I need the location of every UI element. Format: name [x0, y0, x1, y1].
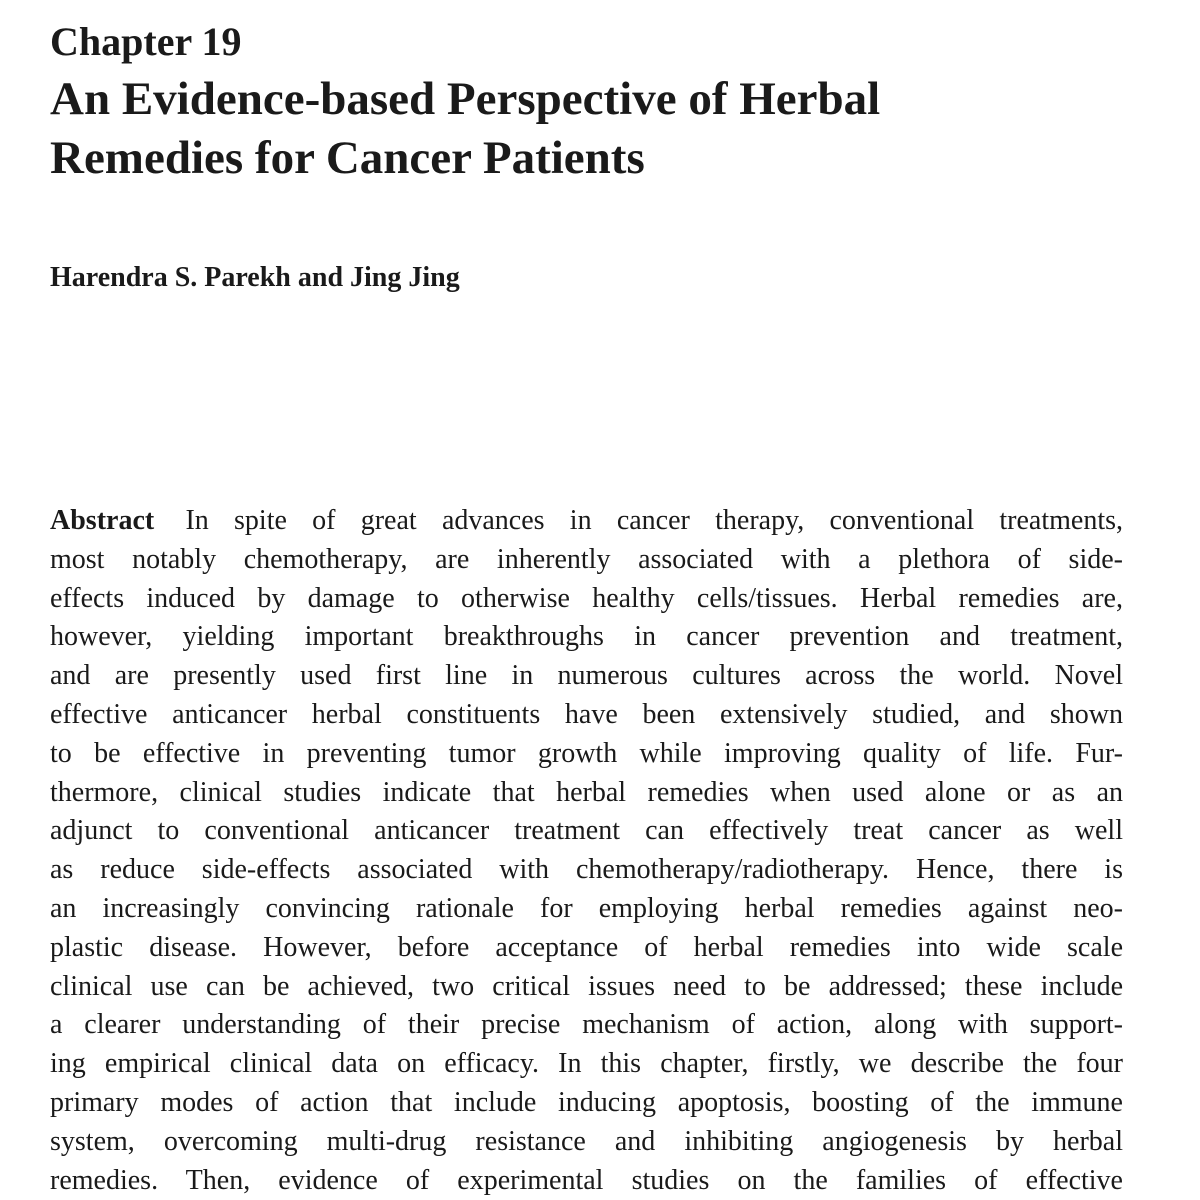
abstract-line: clinical use can be achieved, two critical issues need to be addressed; these include	[50, 970, 1123, 1002]
abstract-line: thermore, clinical studies indicate that herbal remedies when used alone or as an	[50, 776, 1123, 808]
abstract-line: ing empirical clinical data on efficacy. In this chapter, firstly, we describe the four	[50, 1048, 1123, 1080]
chapter-title-line: An Evidence-based Perspective of Herbal	[50, 73, 881, 125]
abstract-line: plastic disease. However, before acceptance of herbal remedies into wide scale	[50, 931, 1123, 963]
authors: Harendra S. Parekh and Jing Jing	[50, 262, 460, 293]
abstract-line: a clearer understanding of their precise mechanism of action, along with support-	[50, 1009, 1123, 1041]
abstract-line	[50, 502, 1123, 541]
abstract-line: however, yielding important breakthroughs in cancer prevention and treatment,	[50, 621, 1123, 653]
abstract-line: effects induced by damage to otherwise healthy cells/tissues. Herbal remedies are,	[50, 582, 1123, 614]
abstract-line: to be effective in preventing tumor growth while improving quality of life. Fur-	[50, 737, 1123, 769]
chapter-number: Chapter 19	[50, 19, 242, 64]
abstract-line: primary modes of action that include inducing apoptosis, boosting of the immune	[50, 1086, 1123, 1118]
abstract-first-line-text: In spite of great advances in cancer therapy, conventional treatments,	[185, 505, 1123, 536]
abstract-line: system, overcoming multi-drug resistance and inhibiting angiogenesis by herbal	[50, 1125, 1123, 1157]
abstract-line: as reduce side-effects associated with chemotherapy/radiotherapy. Hence, there is	[50, 854, 1123, 886]
abstract-label: Abstract	[50, 505, 155, 536]
abstract	[50, 502, 1123, 1200]
abstract-line: an increasingly convincing rationale for employing herbal remedies against neo-	[50, 892, 1123, 924]
chapter-title-line: Remedies for Cancer Patients	[50, 132, 645, 184]
abstract-line: effective anticancer herbal constituents have been extensively studied, and shown	[50, 698, 1123, 730]
chapter-title	[50, 70, 1150, 188]
abstract-line: adjunct to conventional anticancer treatment can effectively treat cancer as well	[50, 815, 1123, 847]
abstract-line: and are presently used first line in numerous cultures across the world. Novel	[50, 660, 1123, 692]
abstract-line: most notably chemotherapy, are inherently associated with a plethora of side-	[50, 543, 1123, 575]
abstract-line: remedies. Then, evidence of experimental studies on the families of effective	[50, 1164, 1123, 1196]
